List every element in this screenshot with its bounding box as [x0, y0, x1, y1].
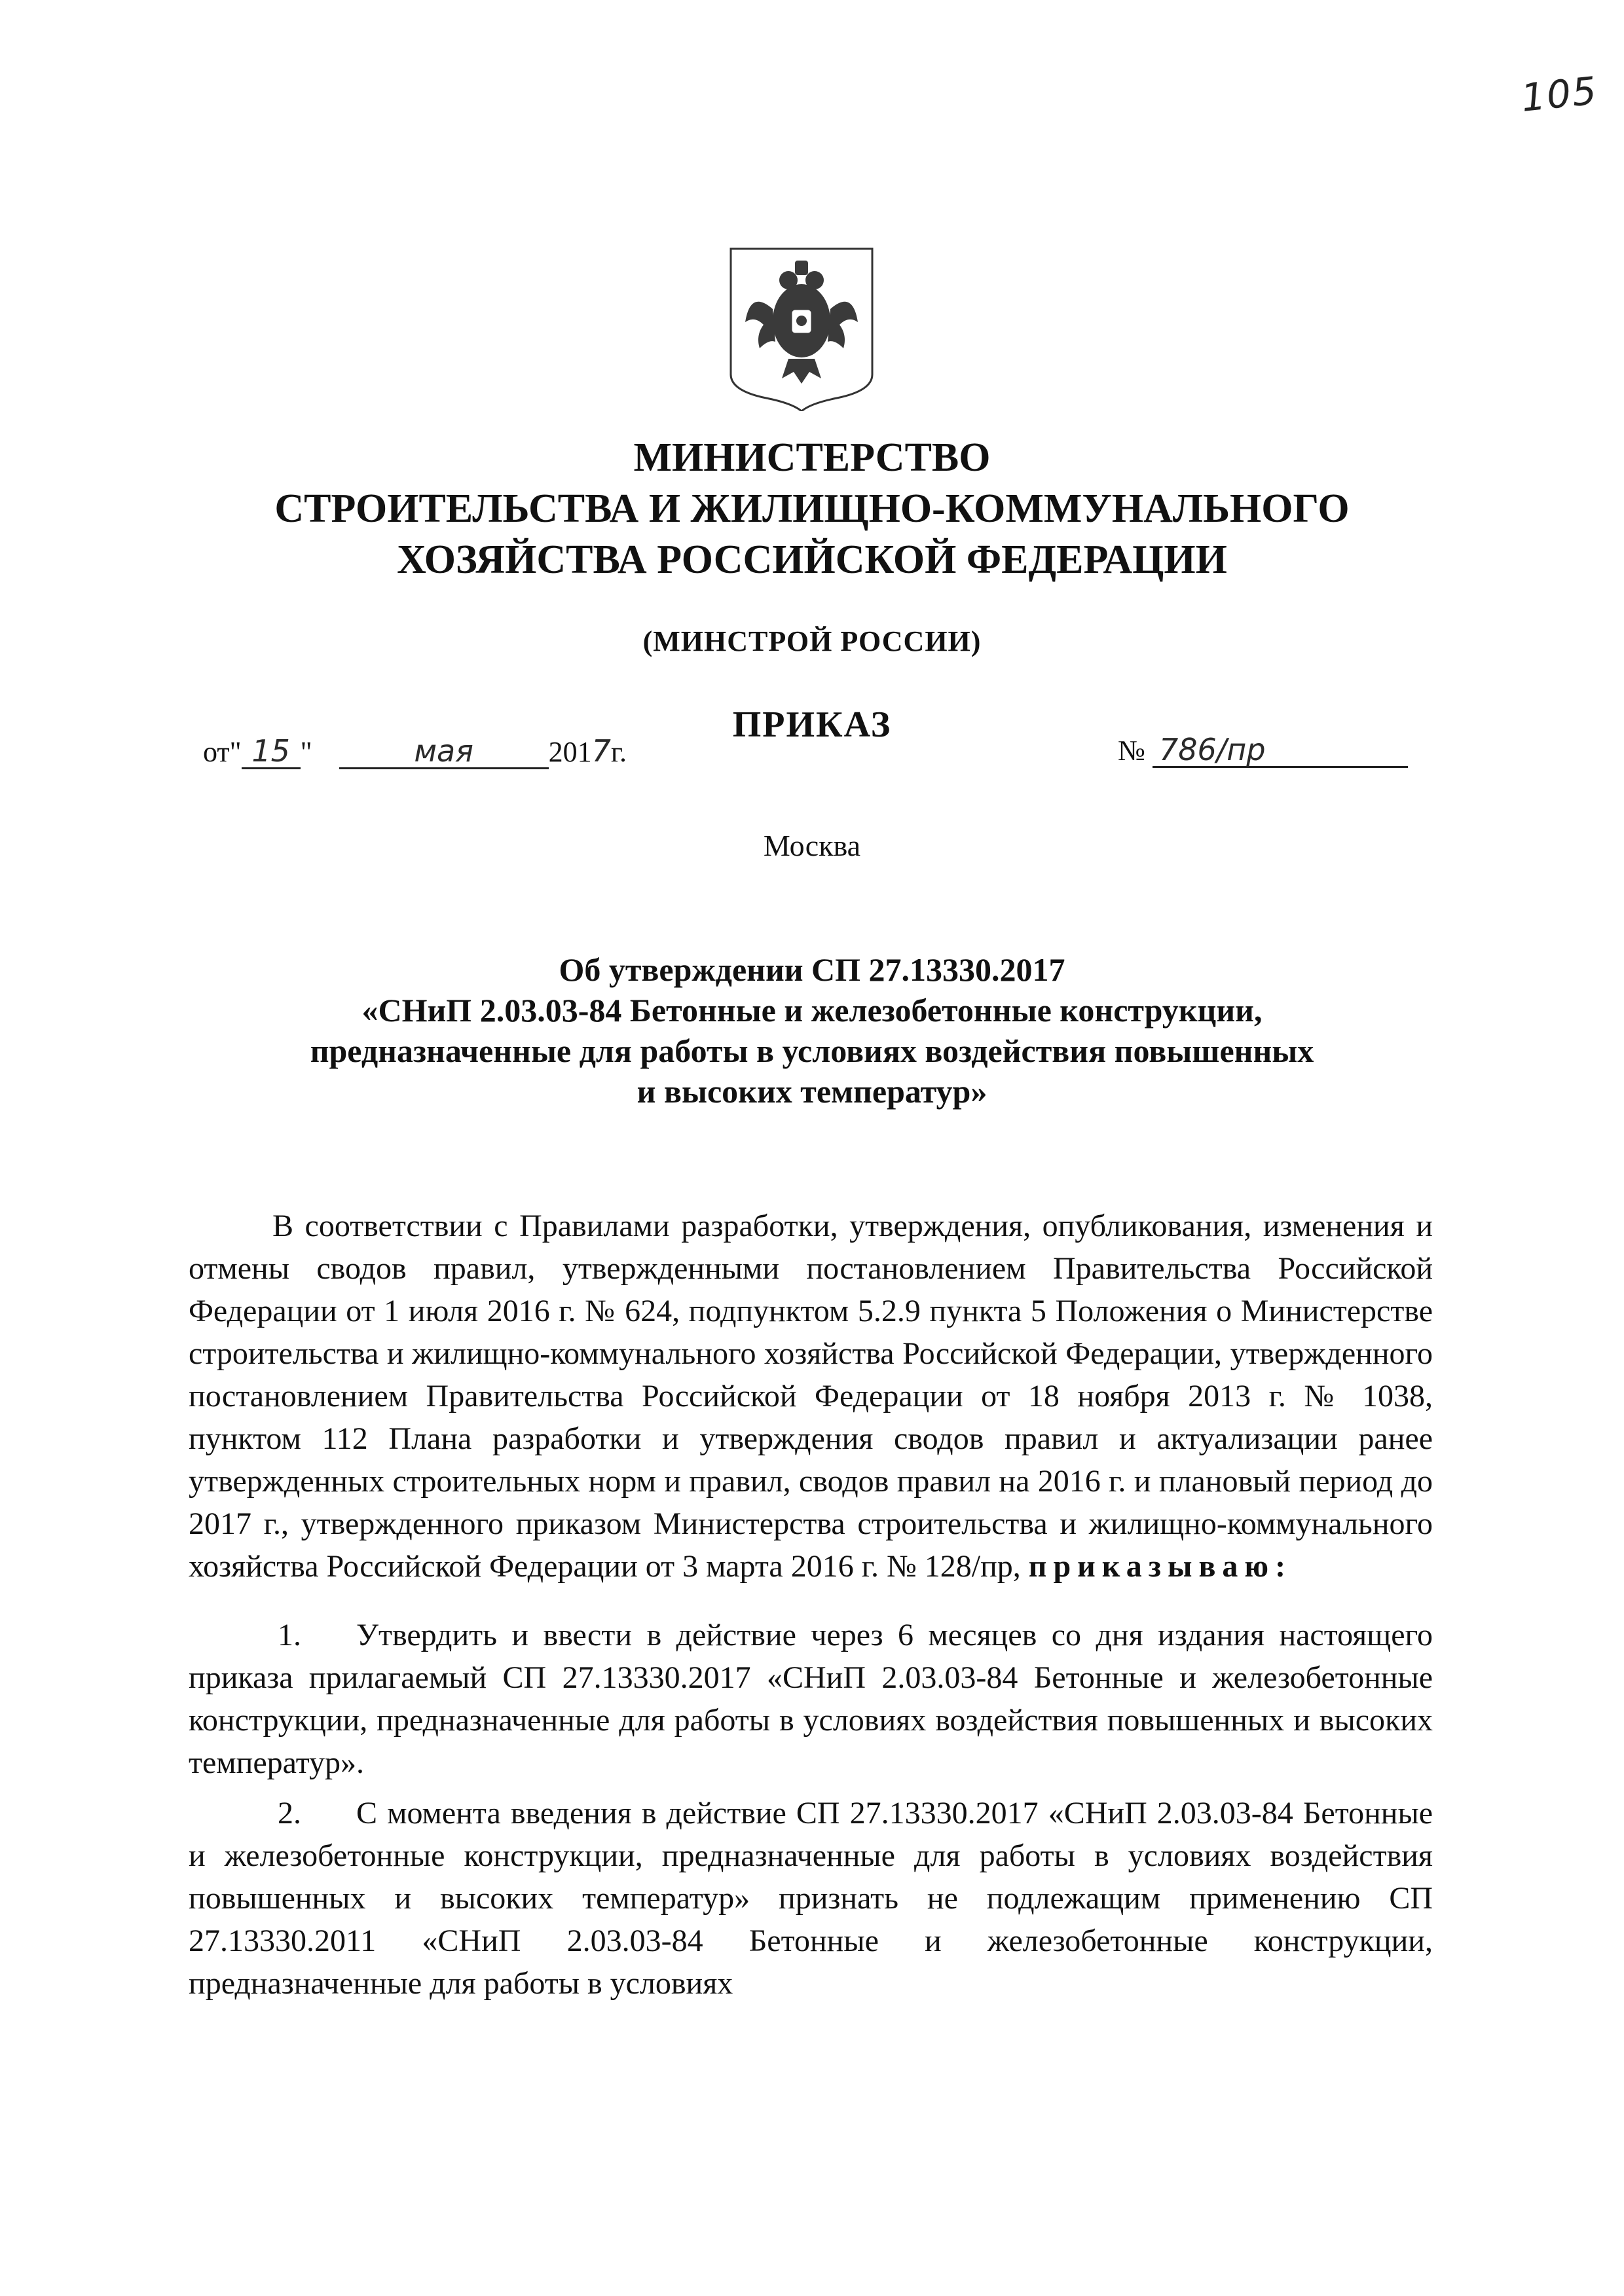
order-body	[189, 1205, 1433, 2005]
handwritten-page-number: 105	[1519, 68, 1600, 120]
item-1-text: Утвердить и ввести в действие через 6 месяцев со дня издания настоящего приказа прилагаемый СП 27.13330.2017 «СНиП 2.03.03-84 Бетонные и железобетонные конструкции, предназначенные для работы в условиях воздействия повышенных и высоких температур».	[189, 1618, 1433, 1780]
date-open-quote: "	[229, 736, 242, 768]
date-and-number-row	[203, 733, 1434, 786]
order-date	[203, 733, 627, 769]
item-2-number: 2.	[278, 1796, 301, 1831]
ministry-name-line-1: МИНИСТЕРСТВО	[633, 435, 991, 480]
ministry-short-name: (МИНСТРОЙ РОССИИ)	[642, 625, 982, 657]
title-line-4: и высоких температур»	[637, 1073, 987, 1110]
number-label: №	[1118, 735, 1145, 767]
date-month-handwritten: мая	[339, 735, 549, 769]
date-close-quote: "	[300, 736, 312, 768]
item-2-text: С момента введения в действие СП 27.13330.2017 «СНиП 2.03.03-84 Бетонные и железобетонные конструкции, предназначенные для работы в условиях воздействия повышенных и высоких температур» признать не подлежащим применению СП 27.13330.2011 «СНиП 2.03.03-84 Бетонные и железобетонные конструкции, предназначенные для работы в условиях	[189, 1796, 1433, 2001]
date-year-suffix: г.	[610, 736, 627, 768]
order-item-2	[189, 1792, 1433, 2005]
order-word: приказываю:	[1028, 1549, 1293, 1584]
order-number	[1118, 733, 1408, 768]
preamble-text: В соответствии с Правилами разработки, утверждения, опубликования, изменения и отмены сводов правил, утвержденными постановлением Правительства Российской Федерации от 1 июля 2016 г. № 624, подпунктом 5.2.9 пункта 5 Положения о Министерстве строительства и жилищно-коммунального хозяйства Российской Федерации, утвержденного постановлением Правительства Российской Федерации от 18 ноября 2013 г. № 1038, пунктом 112 Плана разработки и утверждения сводов правил и актуализации ранее утвержденных строительных норм и правил, сводов правил на 2016 г. и плановый период до 2017 г., утвержденного приказом Министерства строительства и жилищно-коммунального хозяйства Российской Федерации от 3 марта 2016 г. № 128/пр,	[189, 1209, 1433, 1584]
preamble-paragraph	[189, 1205, 1433, 1588]
date-day-handwritten: 15	[242, 735, 301, 769]
date-from-label: от	[203, 736, 230, 768]
document-type: ПРИКАЗ	[732, 704, 892, 745]
date-year-prefix: 201	[548, 736, 592, 768]
title-line-1: Об утверждении СП 27.13330.2017	[559, 951, 1065, 988]
date-year-digit-handwritten: 7	[591, 733, 611, 769]
ministry-name-line-2: СТРОИТЕЛЬСТВА И ЖИЛИЩНО-КОММУНАЛЬНОГО	[274, 486, 1350, 531]
city: Москва	[763, 829, 861, 862]
number-value-handwritten: 786/пр	[1153, 733, 1408, 768]
ministry-name-line-3: ХОЗЯЙСТВА РОССИЙСКОЙ ФЕДЕРАЦИИ	[397, 538, 1227, 582]
document-header	[0, 432, 1624, 746]
item-1-number: 1.	[278, 1618, 301, 1652]
order-title	[0, 949, 1624, 1112]
coat-of-arms-emblem	[726, 244, 877, 411]
order-item-1	[189, 1614, 1433, 1784]
title-line-3: предназначенные для работы в условиях воздействия повышенных	[310, 1032, 1314, 1069]
title-line-2: «СНиП 2.03.03-84 Бетонные и железобетонные конструкции,	[361, 992, 1263, 1029]
